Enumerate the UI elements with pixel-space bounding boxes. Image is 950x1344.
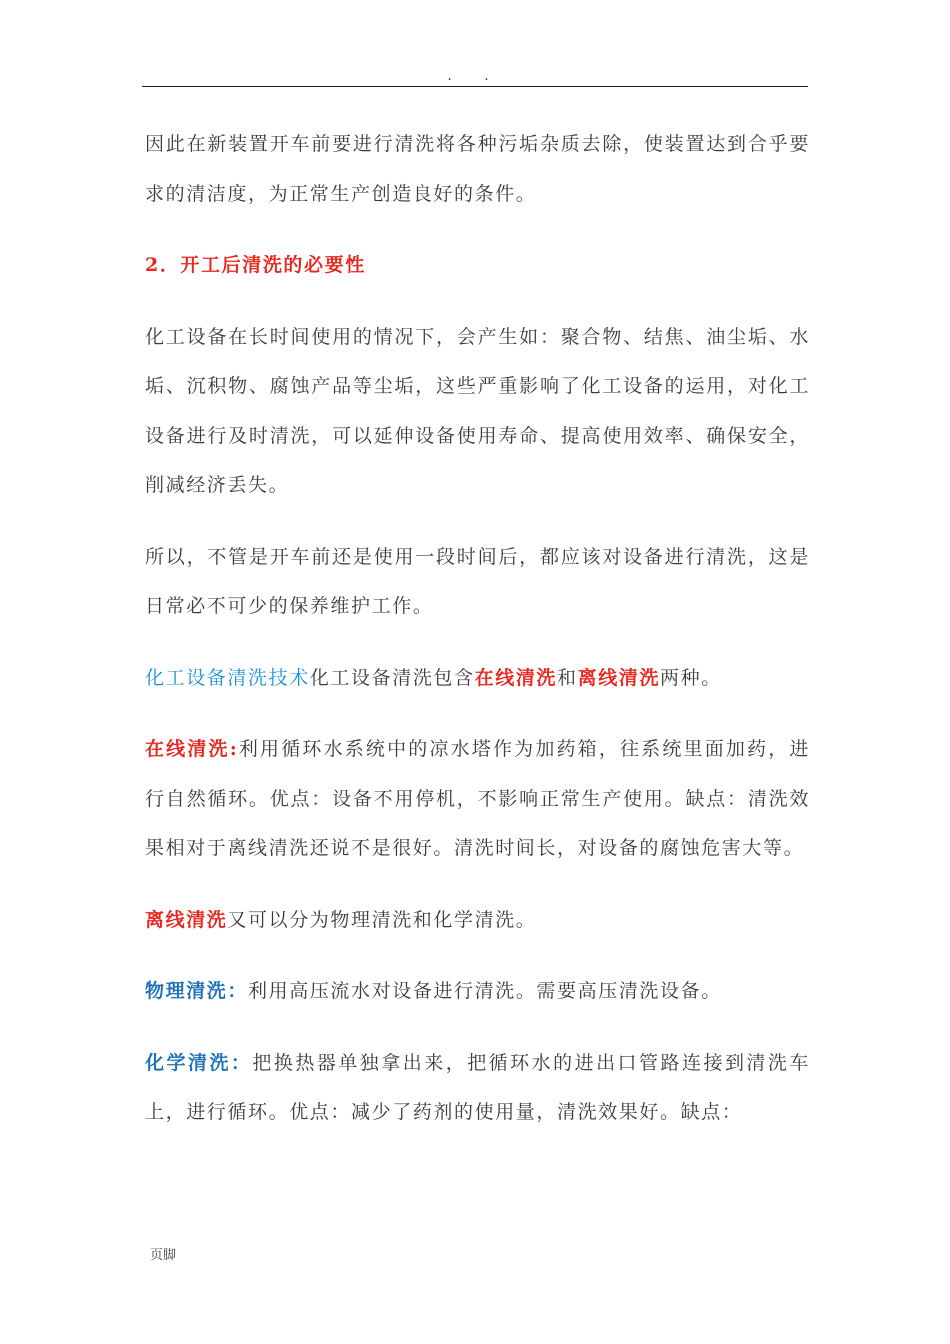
paragraph-summary: 所以，不管是开车前还是使用一段时间后，都应该对设备进行清洗，这是日常必不可少的保养维护工作。 [145, 545, 810, 617]
section-heading: 2．开工后清洗的必要性 [145, 254, 366, 276]
cleaning-types-text-1: 化工设备清洗包含 [309, 666, 475, 689]
cleaning-technology-link[interactable]: 化工设备清洗技术 [145, 666, 310, 689]
cleaning-types-text-3: 两种。 [660, 666, 722, 689]
offline-cleaning-text: 又可以分为物理清洗和化学清洗。 [227, 908, 537, 931]
offline-cleaning-label: 离线清洗 [145, 908, 228, 931]
paragraph-online-cleaning [145, 725, 810, 874]
chemical-cleaning-label: 化学清洗： [145, 1051, 253, 1074]
physical-cleaning-text: 利用高压流水对设备进行清洗。需要高压清洗设备。 [248, 980, 722, 1002]
document-body [145, 120, 810, 1160]
header-rule [142, 86, 808, 87]
header-dots: . . [447, 68, 503, 84]
paragraph-cleaning-types [145, 654, 810, 704]
paragraph-intro: 因此在新装置开车前要进行清洗将各种污垢杂质去除，使装置达到合乎要求的清洁度，为正常生产创造良好的条件。 [145, 133, 810, 205]
page-footer: 页脚 [150, 1248, 177, 1263]
online-cleaning-label: 在线清洗: [145, 738, 239, 760]
online-cleaning-term: 在线清洗 [474, 666, 558, 689]
paragraph-necessity: 化工设备在长时间使用的情况下，会产生如：聚合物、结焦、油尘垢、水垢、沉积物、腐蚀产品等尘垢，这些严重影响了化工设备的运用，对化工设备进行及时清洗，可以延伸设备使用寿命、提高使用效率、确保安全，削减经济丢失。 [145, 325, 810, 496]
physical-cleaning-label: 物理清洗： [145, 980, 249, 1002]
paragraph-chemical-cleaning [145, 1039, 810, 1138]
paragraph-physical-cleaning [145, 967, 810, 1017]
paragraph-offline-cleaning [145, 896, 810, 946]
chemical-cleaning-text: 把换热器单独拿出来，把循环水的进出口管路连接到清洗车上，进行循环。优点：减少了药剂的使用量，清洗效果好。缺点： [145, 1051, 810, 1123]
cleaning-types-text-2: 和 [557, 666, 578, 689]
offline-cleaning-term: 离线清洗 [577, 666, 661, 689]
online-cleaning-text: 利用循环水系统中的凉水塔作为加药箱，往系统里面加药，进行自然循环。优点：设备不用停机，不影响正常生产使用。缺点：清洗效果相对于离线清洗还说不是很好。清洗时间长，对设备的腐蚀危害大等。 [145, 738, 811, 859]
